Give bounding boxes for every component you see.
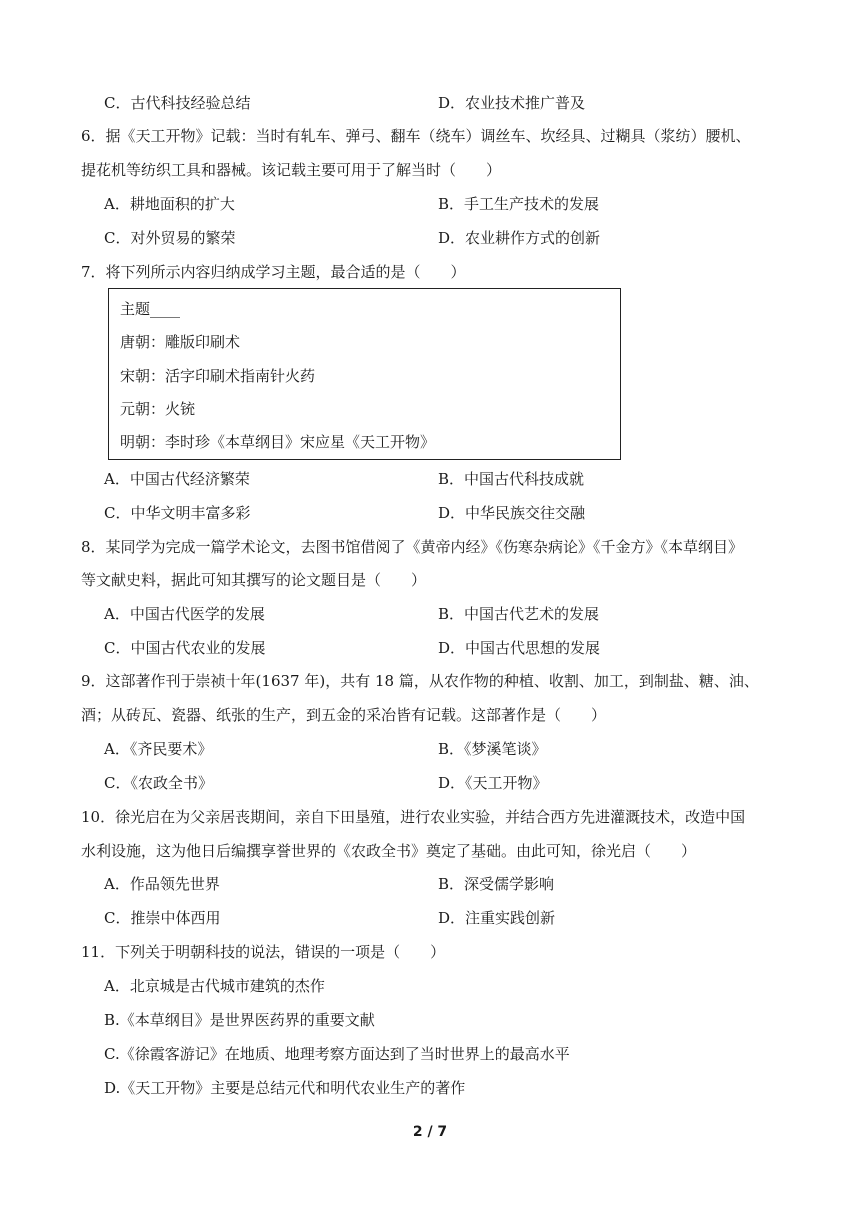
q11-option-b: B.《本草纲目》是世界医药界的重要文献 xyxy=(104,1011,375,1029)
q8-stem-line2: 等文献史料，据此可知其撰写的论文题目是（ ） xyxy=(81,571,427,589)
q7-stem: 7．将下列所示内容归纳成学习主题，最合适的是（ ） xyxy=(81,263,466,281)
q10-stem-line1: 10．徐光启在为父亲居丧期间，亲自下田垦殖，进行农业实验，并结合西方先进灌溉技术，改造中国 xyxy=(81,808,746,826)
q9-stem-line1: 9．这部著作刊于崇祯十年(1637 年)，共有 18 篇，从农作物的种植、收割、加工，到制盐、糖、油、 xyxy=(81,672,759,690)
q7-option-a: A．中国古代经济繁荣 xyxy=(104,470,250,488)
q9-option-c: C．《农政全书》 xyxy=(104,774,213,792)
q9-option-d: D．《天工开物》 xyxy=(438,774,548,792)
q6-option-c: C．对外贸易的繁荣 xyxy=(104,229,236,247)
q10-option-a: A．作品领先世界 xyxy=(104,875,220,893)
q7-content-box xyxy=(108,288,621,460)
q5-option-d: D．农业技术推广普及 xyxy=(438,94,586,112)
q8-option-a: A．中国古代医学的发展 xyxy=(104,605,265,623)
q9-option-a: A．《齐民要术》 xyxy=(104,740,213,758)
q7-box-ming: 明朝：李时珍《本草纲目》宋应星《天工开物》 xyxy=(120,433,436,451)
q8-option-b: B．中国古代艺术的发展 xyxy=(438,605,600,623)
q10-stem-line2: 水利设施，这为他日后编撰享誉世界的《农政全书》奠定了基础。由此可知，徐光启（ ） xyxy=(81,842,697,860)
q10-option-c: C．推崇中体西用 xyxy=(104,909,221,927)
q7-box-tang: 唐朝：雕版印刷术 xyxy=(120,333,241,351)
q6-stem-line2: 提花机等纺织工具和器械。该记载主要可用于了解当时（ ） xyxy=(81,161,502,179)
q6-stem-line1: 6．据《天工开物》记载：当时有轧车、弹弓、翻车（绕车）调丝车、坎经具、过糊具（浆纺）腰机、 xyxy=(81,127,751,145)
q5-option-c: C．古代科技经验总结 xyxy=(104,94,251,112)
q7-box-song: 宋朝：活字印刷术指南针火药 xyxy=(120,367,316,385)
q7-option-d: D．中华民族交往交融 xyxy=(438,504,586,522)
q10-option-b: B．深受儒学影响 xyxy=(438,875,555,893)
q8-option-c: C．中国古代农业的发展 xyxy=(104,639,266,657)
q9-stem-line2: 酒；从砖瓦、瓷器、纸张的生产，到五金的采冶皆有记载。这部著作是（ ） xyxy=(81,706,607,724)
q7-option-b: B．中国古代科技成就 xyxy=(438,470,585,488)
q7-box-theme: 主题____ xyxy=(120,300,181,318)
q8-stem-line1: 8．某同学为完成一篇学术论文，去图书馆借阅了《黄帝内经》《伤寒杂病论》《千金方》《本草纲目》 xyxy=(81,538,744,556)
q6-option-b: B．手工生产技术的发展 xyxy=(438,195,600,213)
q11-option-a: A．北京城是古代城市建筑的杰作 xyxy=(104,977,325,995)
q7-box-yuan: 元朝：火铳 xyxy=(120,400,196,418)
q6-option-d: D．农业耕作方式的创新 xyxy=(438,229,601,247)
q10-option-d: D．注重实践创新 xyxy=(438,909,556,927)
q9-option-b: B．《梦溪笔谈》 xyxy=(438,740,547,758)
q11-option-d: D.《天工开物》主要是总结元代和明代农业生产的著作 xyxy=(104,1079,466,1097)
q6-option-a: A．耕地面积的扩大 xyxy=(104,195,235,213)
q7-option-c: C．中华文明丰富多彩 xyxy=(104,504,251,522)
q11-stem: 11．下列关于明朝科技的说法，错误的一项是（ ） xyxy=(81,943,446,961)
q8-option-d: D．中国古代思想的发展 xyxy=(438,639,601,657)
page-number: 2 / 7 xyxy=(412,1124,448,1140)
q11-option-c: C.《徐霞客游记》在地质、地理考察方面达到了当时世界上的最高水平 xyxy=(104,1045,570,1063)
